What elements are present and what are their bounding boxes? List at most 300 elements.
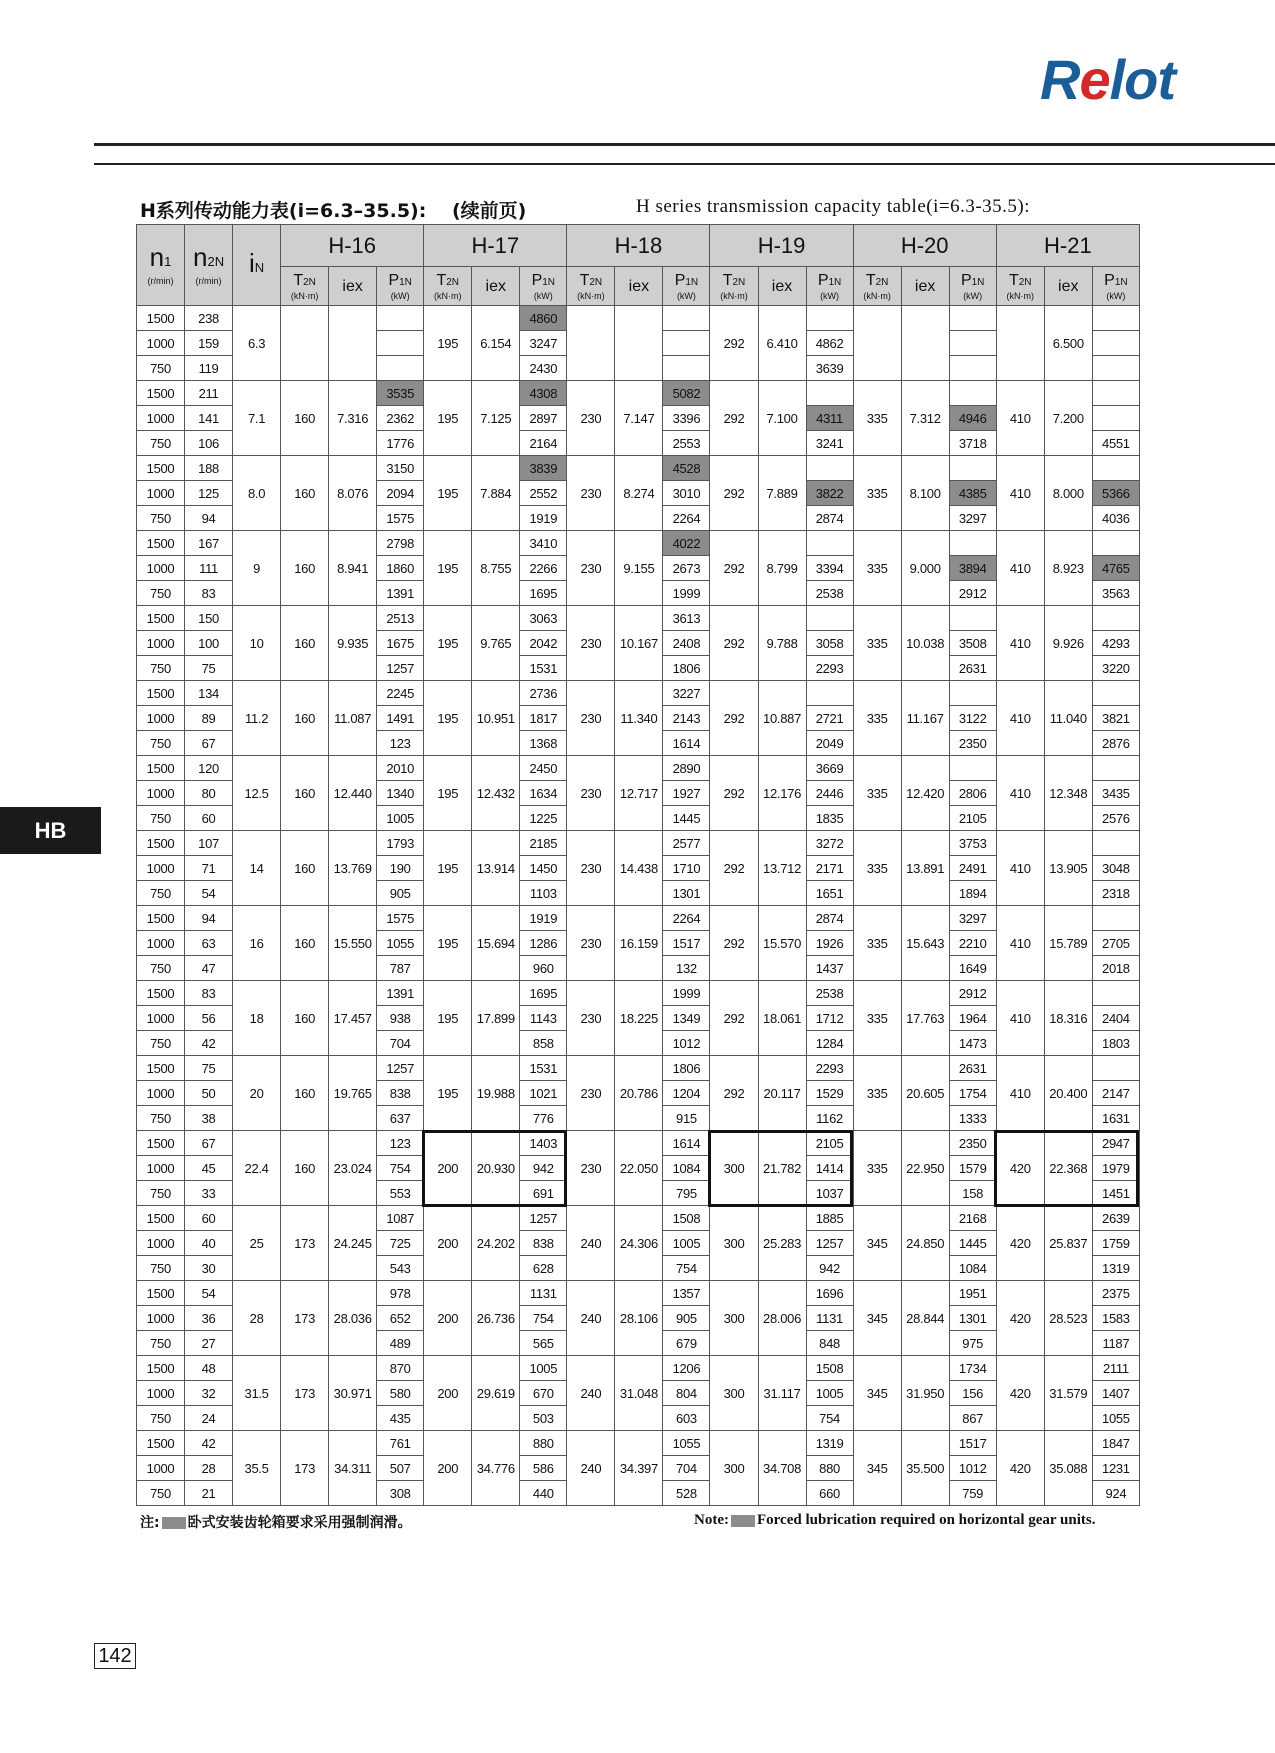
cell-p1n: 1614 [663,1131,710,1156]
cell-p1n: 1793 [377,831,424,856]
cell-in: 28 [233,1281,281,1356]
cell-n1: 1000 [137,931,185,956]
cell-p1n: 1391 [377,981,424,1006]
cell-p1n: 1131 [806,1306,853,1331]
cell-p1n: 435 [377,1406,424,1431]
cell-iex: 17.457 [329,981,377,1056]
cell-t2n: 292 [710,381,758,456]
cell-p1n: 2408 [663,631,710,656]
cell-iex: 7.889 [758,456,806,531]
cell-p1n: 440 [520,1481,567,1506]
cell-p1n [949,356,996,381]
cell-p1n: 1734 [949,1356,996,1381]
cell-p1n: 4765 [1092,556,1139,581]
cell-n1: 1000 [137,481,185,506]
cell-n1: 1500 [137,381,185,406]
cell-t2n: 195 [424,456,472,531]
cell-p1n: 1206 [663,1356,710,1381]
cell-p1n: 1631 [1092,1106,1139,1131]
cell-p1n: 1319 [806,1431,853,1456]
cell-p1n: 2552 [520,481,567,506]
cell-iex: 13.891 [901,831,949,906]
cell-t2n: 345 [853,1356,901,1431]
cell-p1n [1092,981,1139,1006]
col-p1n: P1N (kW) [1092,267,1139,306]
cell-p1n: 3010 [663,481,710,506]
cell-p1n: 2264 [663,906,710,931]
cell-p1n: 848 [806,1331,853,1356]
cell-n2: 45 [185,1156,233,1181]
cell-p1n: 528 [663,1481,710,1506]
cell-n1: 1500 [137,1356,185,1381]
cell-in: 25 [233,1206,281,1281]
cell-p1n: 725 [377,1231,424,1256]
cell-n2: 238 [185,306,233,331]
cell-n2: 38 [185,1106,233,1131]
table-row [137,531,1140,556]
cell-p1n: 2513 [377,606,424,631]
cell-n2: 167 [185,531,233,556]
col-n2: n2N (r/min) [185,225,233,306]
cell-iex: 28.844 [901,1281,949,1356]
cell-n2: 36 [185,1306,233,1331]
cell-iex: 28.006 [758,1281,806,1356]
cell-p1n: 1803 [1092,1031,1139,1056]
cell-p1n: 867 [949,1406,996,1431]
cell-n1: 1000 [137,1006,185,1031]
cell-iex: 28.106 [615,1281,663,1356]
cell-iex: 14.438 [615,831,663,906]
cell-n1: 1500 [137,456,185,481]
group-h20: H-20 [853,225,996,267]
cell-p1n: 4860 [520,306,567,331]
cell-t2n: 345 [853,1431,901,1506]
cell-p1n: 1583 [1092,1306,1139,1331]
cell-p1n: 190 [377,856,424,881]
cell-iex: 20.930 [472,1131,520,1206]
cell-p1n: 2705 [1092,931,1139,956]
cell-n1: 1000 [137,1306,185,1331]
cell-n2: 56 [185,1006,233,1031]
cell-t2n: 335 [853,981,901,1056]
cell-p1n: 3508 [949,631,996,656]
cell-p1n: 1951 [949,1281,996,1306]
cell-iex: 8.274 [615,456,663,531]
cell-n2: 94 [185,506,233,531]
cell-p1n: 2874 [806,506,853,531]
cell-p1n: 942 [806,1256,853,1281]
cell-n2: 42 [185,1431,233,1456]
cell-p1n: 1319 [1092,1256,1139,1281]
cell-t2n: 300 [710,1431,758,1506]
cell-n1: 750 [137,1106,185,1131]
cell-p1n: 1187 [1092,1331,1139,1356]
cell-p1n: 1286 [520,931,567,956]
cell-p1n: 1301 [949,1306,996,1331]
cell-n1: 750 [137,1181,185,1206]
header-rule-top [94,143,1275,146]
table-row [137,906,1140,931]
cell-iex: 35.500 [901,1431,949,1506]
cell-t2n: 160 [281,906,329,981]
cell-p1n: 3394 [806,556,853,581]
cell-n1: 750 [137,806,185,831]
cell-p1n: 4308 [520,381,567,406]
cell-iex: 7.100 [758,381,806,456]
cell-iex [901,306,949,381]
cell-p1n: 1634 [520,781,567,806]
cell-p1n: 858 [520,1031,567,1056]
cell-p1n: 1445 [663,806,710,831]
col-t2n: T2N (kN·m) [996,267,1044,306]
brand-logo: Relot [1040,48,1176,111]
cell-p1n: 4946 [949,406,996,431]
cell-p1n: 704 [377,1031,424,1056]
cell-p1n: 1451 [1092,1181,1139,1206]
cell-n1: 1500 [137,606,185,631]
cell-p1n: 3272 [806,831,853,856]
cell-iex: 19.988 [472,1056,520,1131]
table-row [137,1356,1140,1381]
cell-p1n: 3150 [377,456,424,481]
cell-p1n: 704 [663,1456,710,1481]
cell-n2: 134 [185,681,233,706]
cell-p1n: 2673 [663,556,710,581]
cell-iex: 9.788 [758,606,806,681]
cell-t2n: 160 [281,381,329,456]
cell-p1n: 691 [520,1181,567,1206]
cell-n2: 40 [185,1231,233,1256]
cell-p1n: 754 [520,1306,567,1331]
cell-t2n: 195 [424,531,472,606]
cell-p1n: 761 [377,1431,424,1456]
cell-p1n: 3297 [949,506,996,531]
cell-p1n: 4022 [663,531,710,556]
cell-p1n: 1340 [377,781,424,806]
cell-p1n: 553 [377,1181,424,1206]
cell-t2n: 410 [996,606,1044,681]
cell-n1: 750 [137,956,185,981]
cell-p1n: 1999 [663,981,710,1006]
cell-p1n [1092,381,1139,406]
cell-p1n: 2018 [1092,956,1139,981]
cell-p1n: 2806 [949,781,996,806]
cell-t2n: 335 [853,1131,901,1206]
cell-p1n: 1005 [520,1356,567,1381]
cell-n2: 83 [185,581,233,606]
cell-p1n: 4036 [1092,506,1139,531]
cell-iex [329,306,377,381]
cell-iex: 8.923 [1044,531,1092,606]
cell-t2n: 300 [710,1281,758,1356]
cell-n2: 75 [185,656,233,681]
cell-iex: 31.048 [615,1356,663,1431]
cell-iex: 25.837 [1044,1206,1092,1281]
cell-p1n: 1860 [377,556,424,581]
cell-n1: 750 [137,1331,185,1356]
cell-n1: 1500 [137,306,185,331]
cell-iex: 17.763 [901,981,949,1056]
cell-p1n: 1491 [377,706,424,731]
cell-n1: 1000 [137,631,185,656]
cell-p1n: 2171 [806,856,853,881]
cell-n2: 125 [185,481,233,506]
cell-n2: 119 [185,356,233,381]
cell-p1n: 1919 [520,906,567,931]
cell-p1n: 2912 [949,581,996,606]
cell-p1n: 2876 [1092,731,1139,756]
cell-t2n [567,306,615,381]
note-en: Note: Forced lubrication required on horizontal gear units. [694,1512,1096,1528]
cell-p1n [1092,1056,1139,1081]
cell-t2n: 335 [853,1056,901,1131]
cell-in: 7.1 [233,381,281,456]
col-iex: iex [1044,267,1092,306]
cell-p1n [806,456,853,481]
table-title-cn-continued: (续前页) [452,200,527,222]
cell-p1n: 1084 [663,1156,710,1181]
col-t2n: T2N (kN·m) [567,267,615,306]
cell-p1n: 2105 [806,1131,853,1156]
cell-p1n: 1806 [663,656,710,681]
cell-t2n: 195 [424,306,472,381]
cell-t2n: 420 [996,1281,1044,1356]
cell-p1n [949,681,996,706]
cell-p1n: 1257 [377,1056,424,1081]
cell-n1: 750 [137,1031,185,1056]
cell-p1n: 1333 [949,1106,996,1131]
cell-p1n: 2874 [806,906,853,931]
cell-iex: 23.024 [329,1131,377,1206]
cell-t2n: 230 [567,531,615,606]
cell-iex: 8.941 [329,531,377,606]
cell-t2n [281,306,329,381]
cell-n1: 750 [137,581,185,606]
cell-t2n: 195 [424,606,472,681]
cell-t2n: 173 [281,1206,329,1281]
cell-p1n: 660 [806,1481,853,1506]
cell-t2n: 292 [710,981,758,1056]
cell-p1n: 1450 [520,856,567,881]
cell-iex: 8.000 [1044,456,1092,531]
cell-p1n [949,331,996,356]
cell-iex: 24.202 [472,1206,520,1281]
cell-t2n: 410 [996,531,1044,606]
cell-iex: 31.950 [901,1356,949,1431]
cell-p1n: 1927 [663,781,710,806]
cell-p1n [806,531,853,556]
cell-p1n: 1675 [377,631,424,656]
cell-n1: 750 [137,506,185,531]
cell-p1n: 1517 [663,931,710,956]
cell-t2n: 160 [281,1131,329,1206]
group-h17: H-17 [424,225,567,267]
cell-p1n: 1012 [949,1456,996,1481]
cell-p1n: 1695 [520,981,567,1006]
cell-n2: 30 [185,1256,233,1281]
cell-iex: 12.440 [329,756,377,831]
cell-p1n: 1575 [377,506,424,531]
cell-iex: 35.088 [1044,1431,1092,1506]
cell-p1n [949,756,996,781]
cell-p1n: 5366 [1092,481,1139,506]
cell-n2: 71 [185,856,233,881]
cell-iex: 20.605 [901,1056,949,1131]
cell-n2: 120 [185,756,233,781]
cell-n2: 83 [185,981,233,1006]
cell-p1n: 2042 [520,631,567,656]
cell-p1n: 679 [663,1331,710,1356]
cell-n2: 24 [185,1406,233,1431]
cell-p1n: 1005 [377,806,424,831]
cell-t2n: 200 [424,1356,472,1431]
cell-iex: 7.312 [901,381,949,456]
cell-p1n [949,306,996,331]
cell-p1n: 123 [377,1131,424,1156]
cell-n1: 1000 [137,856,185,881]
cell-p1n: 5082 [663,381,710,406]
cell-n2: 67 [185,731,233,756]
cell-p1n: 1695 [520,581,567,606]
cell-t2n: 410 [996,831,1044,906]
cell-p1n: 652 [377,1306,424,1331]
cell-n1: 1000 [137,556,185,581]
cell-t2n: 173 [281,1281,329,1356]
cell-p1n: 4311 [806,406,853,431]
cell-t2n: 195 [424,1056,472,1131]
cell-t2n: 230 [567,756,615,831]
cell-t2n: 240 [567,1206,615,1281]
cell-p1n: 795 [663,1181,710,1206]
cell-p1n: 1919 [520,506,567,531]
cell-p1n: 4551 [1092,431,1139,456]
table-row [137,1056,1140,1081]
cell-p1n: 308 [377,1481,424,1506]
cell-t2n: 230 [567,1131,615,1206]
cell-p1n: 1055 [1092,1406,1139,1431]
cell-p1n: 880 [806,1456,853,1481]
cell-p1n: 1579 [949,1156,996,1181]
cell-p1n: 1776 [377,431,424,456]
cell-p1n [663,331,710,356]
table-row [137,456,1140,481]
cell-p1n: 1143 [520,1006,567,1031]
cell-p1n: 3122 [949,706,996,731]
cell-p1n: 1257 [806,1231,853,1256]
cell-t2n: 335 [853,831,901,906]
cell-p1n: 1651 [806,881,853,906]
cell-p1n: 2245 [377,681,424,706]
page-number: 142 [94,1643,136,1669]
cell-n2: 32 [185,1381,233,1406]
table-row [137,981,1140,1006]
cell-iex: 24.306 [615,1206,663,1281]
cell-n2: 33 [185,1181,233,1206]
cell-p1n: 924 [1092,1481,1139,1506]
cell-iex: 8.799 [758,531,806,606]
cell-t2n: 410 [996,456,1044,531]
cell-t2n: 292 [710,681,758,756]
cell-iex: 6.154 [472,306,520,381]
col-iex: iex [615,267,663,306]
cell-p1n: 3227 [663,681,710,706]
cell-p1n: 754 [806,1406,853,1431]
cell-p1n [806,381,853,406]
cell-n2: 107 [185,831,233,856]
cell-n1: 1500 [137,1056,185,1081]
cell-p1n [949,531,996,556]
cell-n2: 100 [185,631,233,656]
cell-t2n: 173 [281,1356,329,1431]
cell-p1n: 3822 [806,481,853,506]
cell-p1n: 3535 [377,381,424,406]
cell-p1n: 3058 [806,631,853,656]
cell-n1: 1500 [137,1131,185,1156]
cell-n1: 1500 [137,1431,185,1456]
cell-t2n: 335 [853,756,901,831]
cell-p1n: 123 [377,731,424,756]
cell-p1n: 1649 [949,956,996,981]
cell-n2: 27 [185,1331,233,1356]
cell-p1n: 1055 [377,931,424,956]
cell-p1n: 3410 [520,531,567,556]
cell-iex: 13.712 [758,831,806,906]
cell-p1n: 978 [377,1281,424,1306]
cell-p1n: 3247 [520,331,567,356]
cell-t2n: 292 [710,531,758,606]
cell-p1n: 2350 [949,1131,996,1156]
cell-p1n: 2266 [520,556,567,581]
cell-t2n: 160 [281,831,329,906]
cell-t2n: 230 [567,1056,615,1131]
cell-n2: 48 [185,1356,233,1381]
cell-t2n: 160 [281,531,329,606]
cell-p1n: 1759 [1092,1231,1139,1256]
table-row [137,1281,1140,1306]
cell-t2n: 335 [853,456,901,531]
cell-p1n: 1437 [806,956,853,981]
col-t2n: T2N (kN·m) [710,267,758,306]
cell-p1n: 2168 [949,1206,996,1231]
cell-p1n: 580 [377,1381,424,1406]
cell-t2n: 300 [710,1356,758,1431]
cell-n1: 1000 [137,1081,185,1106]
cell-n1: 750 [137,431,185,456]
cell-p1n: 1021 [520,1081,567,1106]
highlight-swatch [162,1517,186,1529]
cell-p1n: 3220 [1092,656,1139,681]
cell-t2n: 230 [567,831,615,906]
cell-in: 18 [233,981,281,1056]
cell-p1n: 870 [377,1356,424,1381]
cell-n2: 47 [185,956,233,981]
cell-p1n: 1257 [377,656,424,681]
table-row [137,606,1140,631]
cell-p1n: 1162 [806,1106,853,1131]
cell-t2n: 292 [710,756,758,831]
cell-t2n: 410 [996,381,1044,456]
cell-n1: 750 [137,1256,185,1281]
cell-n2: 21 [185,1481,233,1506]
cell-n2: 42 [185,1031,233,1056]
cell-n2: 63 [185,931,233,956]
table-title-cn: H系列传动能力表(i=6.3–35.5): [140,200,427,222]
cell-t2n: 230 [567,606,615,681]
cell-iex: 16.159 [615,906,663,981]
col-t2n: T2N (kN·m) [853,267,901,306]
cell-iex: 26.736 [472,1281,520,1356]
col-p1n: P1N (kW) [377,267,424,306]
